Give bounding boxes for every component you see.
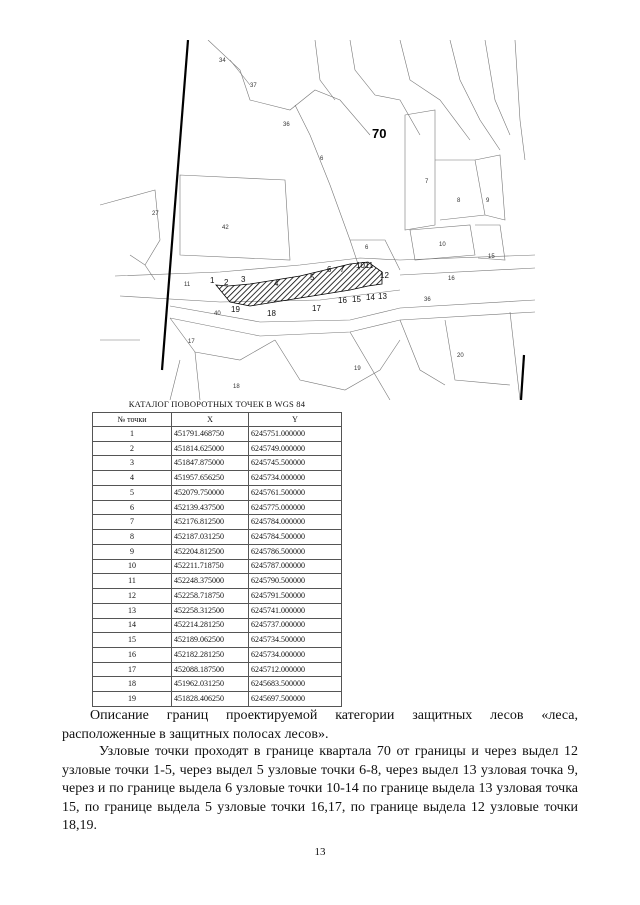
point-number-cell: 17 — [93, 662, 172, 677]
point-number-cell: 2 — [93, 441, 172, 456]
x-coordinate-cell: 452248.375000 — [172, 574, 249, 589]
plot-label: 6 — [365, 245, 369, 251]
x-coordinate-cell: 452204.812500 — [172, 544, 249, 559]
y-coordinate-cell: 6245741.000000 — [249, 603, 342, 618]
plot-label: 8 — [457, 198, 461, 204]
plot-label: 15 — [488, 254, 495, 260]
x-coordinate-cell: 452187.031250 — [172, 530, 249, 545]
point-label: 12 — [380, 271, 389, 280]
plot-label: 11 — [184, 282, 191, 288]
point-label: 7 — [340, 265, 345, 274]
point-number-cell: 10 — [93, 559, 172, 574]
point-number-cell: 13 — [93, 603, 172, 618]
point-number-cell: 8 — [93, 530, 172, 545]
y-coordinate-cell: 6245734.500000 — [249, 633, 342, 648]
x-coordinate-cell: 452088.187500 — [172, 662, 249, 677]
catalog-body — [93, 427, 342, 707]
point-number-cell: 18 — [93, 677, 172, 692]
x-coordinate-cell: 452176.812500 — [172, 515, 249, 530]
y-coordinate-cell: 6245786.500000 — [249, 544, 342, 559]
point-label: 5 — [310, 273, 315, 282]
plot-label: 19 — [354, 366, 361, 372]
point-number-cell: 12 — [93, 589, 172, 604]
x-coordinate-cell: 451791.468750 — [172, 427, 249, 442]
y-coordinate-cell: 6245761.500000 — [249, 485, 342, 500]
table-row — [93, 559, 342, 574]
y-coordinate-cell: 6245683.500000 — [249, 677, 342, 692]
plot-label: 36 — [283, 122, 290, 128]
x-coordinate-cell: 451962.031250 — [172, 677, 249, 692]
point-label: 19 — [231, 305, 240, 314]
point-label: 13 — [378, 292, 387, 301]
boundary-description-body: Узловые точки проходят в границе квартала 70 от границы и через выдел 12 узловые точки 1-5, через выдел 5 узловые точки 6-8, через выдел 13 узловая точка 9, через и по границе выдела 6 узловые точки 10-14 по границе выдела 13 узловая точка 15, по границе выдела 5 узловые точки 16,17, по границе выдела 12 узловые точки 18,19. — [62, 744, 578, 833]
y-coordinate-cell: 6245749.000000 — [249, 441, 342, 456]
table-row — [93, 471, 342, 486]
forest-plot-map — [100, 40, 535, 400]
point-label: 3 — [241, 275, 246, 284]
coordinate-catalog-table — [92, 400, 342, 707]
plot-label: 17 — [188, 339, 195, 345]
point-number-cell: 7 — [93, 515, 172, 530]
y-coordinate-cell: 6245734.000000 — [249, 471, 342, 486]
table-row — [93, 456, 342, 471]
quarter-number: 70 — [372, 126, 387, 141]
edge-line — [521, 355, 524, 400]
x-coordinate-cell: 451814.625000 — [172, 441, 249, 456]
plot-label: 20 — [457, 353, 464, 359]
plot-label: 27 — [152, 211, 159, 217]
plot-label: 7 — [425, 179, 429, 185]
boundary-description-heading: Описание границ проектируемой категории защитных лесов «леса, расположенные в защитных полосах лесов». — [62, 708, 578, 742]
point-number-cell: 19 — [93, 692, 172, 707]
table-row — [93, 648, 342, 663]
plot-boundaries — [100, 40, 535, 400]
point-label: 1 — [210, 276, 215, 285]
x-coordinate-cell: 451957.656250 — [172, 471, 249, 486]
point-number-cell: 6 — [93, 500, 172, 515]
point-number-cell: 5 — [93, 485, 172, 500]
table-row — [93, 441, 342, 456]
x-coordinate-cell: 452258.312500 — [172, 603, 249, 618]
y-coordinate-cell: 6245745.500000 — [249, 456, 342, 471]
column-header: X — [172, 413, 249, 427]
y-coordinate-cell: 6245790.500000 — [249, 574, 342, 589]
point-label: 18 — [267, 309, 276, 318]
plot-label: 40 — [214, 311, 221, 317]
plot-label: 37 — [250, 83, 257, 89]
table-row — [93, 485, 342, 500]
point-label: 16 — [338, 296, 347, 305]
y-coordinate-cell: 6245784.000000 — [249, 515, 342, 530]
point-label: 4 — [274, 279, 279, 288]
point-number-cell: 3 — [93, 456, 172, 471]
point-label: 1011 — [356, 261, 374, 270]
table-header-row — [93, 413, 342, 427]
x-coordinate-cell: 452189.062500 — [172, 633, 249, 648]
table-row — [93, 589, 342, 604]
y-coordinate-cell: 6245791.500000 — [249, 589, 342, 604]
point-number-cell: 1 — [93, 427, 172, 442]
table-row — [93, 692, 342, 707]
column-header: Y — [249, 413, 342, 427]
table-row — [93, 603, 342, 618]
y-coordinate-cell: 6245697.500000 — [249, 692, 342, 707]
point-number-cell: 16 — [93, 648, 172, 663]
y-coordinate-cell: 6245751.000000 — [249, 427, 342, 442]
table-row — [93, 500, 342, 515]
catalog-title: КАТАЛОГ ПОВОРОТНЫХ ТОЧЕК В WGS 84 — [128, 399, 306, 409]
y-coordinate-cell: 6245787.000000 — [249, 559, 342, 574]
x-coordinate-cell: 452139.437500 — [172, 500, 249, 515]
point-label: 14 — [366, 293, 375, 302]
x-coordinate-cell: 452214.281250 — [172, 618, 249, 633]
x-coordinate-cell: 452079.750000 — [172, 485, 249, 500]
column-header: № точки — [93, 413, 172, 427]
plot-label: 6 — [320, 156, 324, 162]
table-row — [93, 544, 342, 559]
plot-label: 9 — [486, 198, 490, 204]
point-number-cell: 14 — [93, 618, 172, 633]
table-row — [93, 677, 342, 692]
point-number-cell: 15 — [93, 633, 172, 648]
x-coordinate-cell: 452258.718750 — [172, 589, 249, 604]
point-number-cell: 9 — [93, 544, 172, 559]
point-label: 6 — [327, 265, 332, 274]
table-row — [93, 633, 342, 648]
plot-label: 36 — [424, 297, 431, 303]
table-row — [93, 530, 342, 545]
plot-label: 18 — [233, 384, 240, 390]
quarter-boundary-line — [162, 40, 188, 370]
x-coordinate-cell: 452211.718750 — [172, 559, 249, 574]
y-coordinate-cell: 6245737.000000 — [249, 618, 342, 633]
point-number-cell: 4 — [93, 471, 172, 486]
x-coordinate-cell: 451828.406250 — [172, 692, 249, 707]
y-coordinate-cell: 6245775.000000 — [249, 500, 342, 515]
plot-label: 16 — [448, 276, 455, 282]
point-label: 2 — [224, 278, 229, 287]
y-coordinate-cell: 6245784.500000 — [249, 530, 342, 545]
point-label: 15 — [352, 295, 361, 304]
y-coordinate-cell: 6245734.000000 — [249, 648, 342, 663]
point-number-cell: 11 — [93, 574, 172, 589]
x-coordinate-cell: 451847.875000 — [172, 456, 249, 471]
table-row — [93, 662, 342, 677]
plot-label: 42 — [222, 225, 229, 231]
y-coordinate-cell: 6245712.000000 — [249, 662, 342, 677]
table-row — [93, 618, 342, 633]
plot-label: 10 — [439, 242, 446, 248]
plot-label: 34 — [219, 58, 226, 64]
point-label: 17 — [312, 304, 321, 313]
page-number: 13 — [314, 846, 326, 858]
x-coordinate-cell: 452182.281250 — [172, 648, 249, 663]
table-row — [93, 515, 342, 530]
table-row — [93, 574, 342, 589]
table-row — [93, 427, 342, 442]
